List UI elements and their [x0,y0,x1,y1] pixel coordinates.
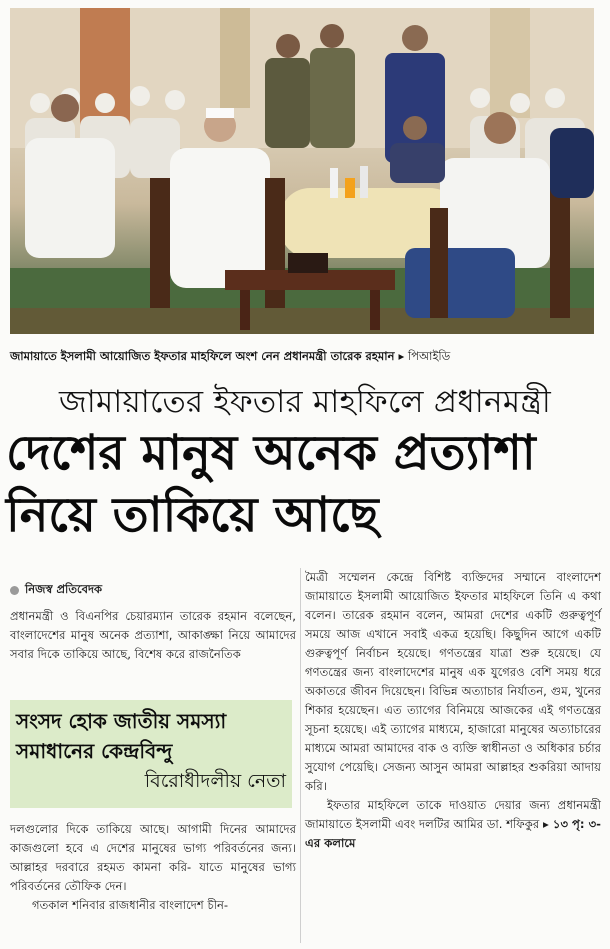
body-paragraph-5 [305,796,601,853]
body-paragraph-1: প্রধানমন্ত্রী ও বিএনপির চেয়ারম্যান তারেক রহমান বলেছেন, বাংলাদেশের মানুষ অনেক প্রত্যাশা, আকাঙ্ক্ষা নিয়ে আমাদের সবার দিকে তাকিয়ে আছে, বিশেষ করে রাজনৈতিক [10,609,296,661]
pull-quote-line-1: সংসদ হোক জাতীয় সমস্যা [16,709,227,733]
body-paragraph-5-text: ইফতার মাহফিলে তাকে দাওয়াত দেয়ার জন্য প্রধানমন্ত্রী জামায়াতে ইসলামী এবং দলটির আমির ডা. শফিকুর [305,798,601,831]
photo-illustration [10,8,594,334]
pull-quote-line-2: সমাধানের কেন্দ্রবিন্দু [16,739,173,763]
headline-line-1: দেশের মানুষ অনেক প্রত্যাশা [6,425,536,481]
column-divider [300,568,301,943]
headline-line-2: নিয়ে তাকিয়ে আছে [6,487,379,543]
caption-credit: পিআইডি [407,349,451,363]
headline-kicker: জামায়াতের ইফতার মাহফিলে প্রধানমন্ত্রী [58,384,552,420]
byline-text: নিজস্ব প্রতিবেদক [25,582,103,596]
body-left-top [10,607,296,664]
continuation-jump-text: ১৩ পৃ: ৩-এর কলামে [305,817,601,850]
pull-quote-source: বিরোধীদলীয় নেতা [144,770,286,792]
main-headline [6,422,606,546]
byline [10,581,102,600]
body-paragraph-4: মৈত্রী সম্মেলন কেন্দ্রে বিশিষ্ট ব্যক্তিদের সম্মানে বাংলাদেশ জামায়াতে ইসলামী আয়োজিত ইফতার মাহফিলে তিনি এ কথা বলেন। তারেক রহমান বলেন, আমরা দেশের একটি গুরুত্বপূর্ণ সময়ে আজ এখানে সবাই একত্র হয়েছি। কিছুদিন আগে একটি গুরুত্বপূর্ণ নির্বাচন হয়েছে। গণতন্ত্রের যাত্রা শুরু হয়েছে। যে গণতন্ত্রের জন্য বাংলাদেশের মানুষ এক যুগেরও বেশি সময় ধরে অকাতরে জীবন দিয়েছেন। বিভিন্ন অত্যাচার নির্যাতন, গুম, খুনের শিকার হয়েছেন। এত ত্যাগের বিনিময়ে আজকের এই গণতন্ত্রের সূচনা হয়েছে। এই ত্যাগের মাধ্যমে, হাজারো মানুষের অত্যাচারের মাধ্যমে আমরা আমাদের বাক ও ব্যক্তি স্বাধীনতা ও অধিকার চর্চার সুযোগ পেয়েছি। সেজন্য আসুন আমরা আল্লাহর শুকরিয়া আদায় করি। [305,570,601,793]
caption-credit-separator: ▸ [398,349,408,363]
pull-quote [10,700,292,808]
body-paragraph-3: গতকাল শনিবার রাজধানীর বাংলাদেশ চীন- [32,898,229,912]
body-left-bottom [10,820,296,915]
body-right [305,568,601,853]
caption-text: জামায়াতে ইসলামী আয়োজিত ইফতার মাহফিলে অংশ নেন প্রধানমন্ত্রী তারেক রহমান [10,349,395,363]
bullet-icon [10,586,19,595]
photo-caption [10,348,600,367]
event-photo [10,8,594,334]
body-paragraph-2: দলগুলোর দিকে তাকিয়ে আছে। আগামী দিনের আমাদের কাজগুলো হবে এ দেশের মানুষের ভাগ্য পরিবর্তনের জন্য। আল্লাহর দরবারে রহমত কামনা করি- যাতে মানুষের ভাগ্য পরিবর্তনের তৌফিক দেন। [10,822,296,893]
continuation-jump: ▸ ১৩ পৃ: ৩-এর কলামে [305,817,601,850]
